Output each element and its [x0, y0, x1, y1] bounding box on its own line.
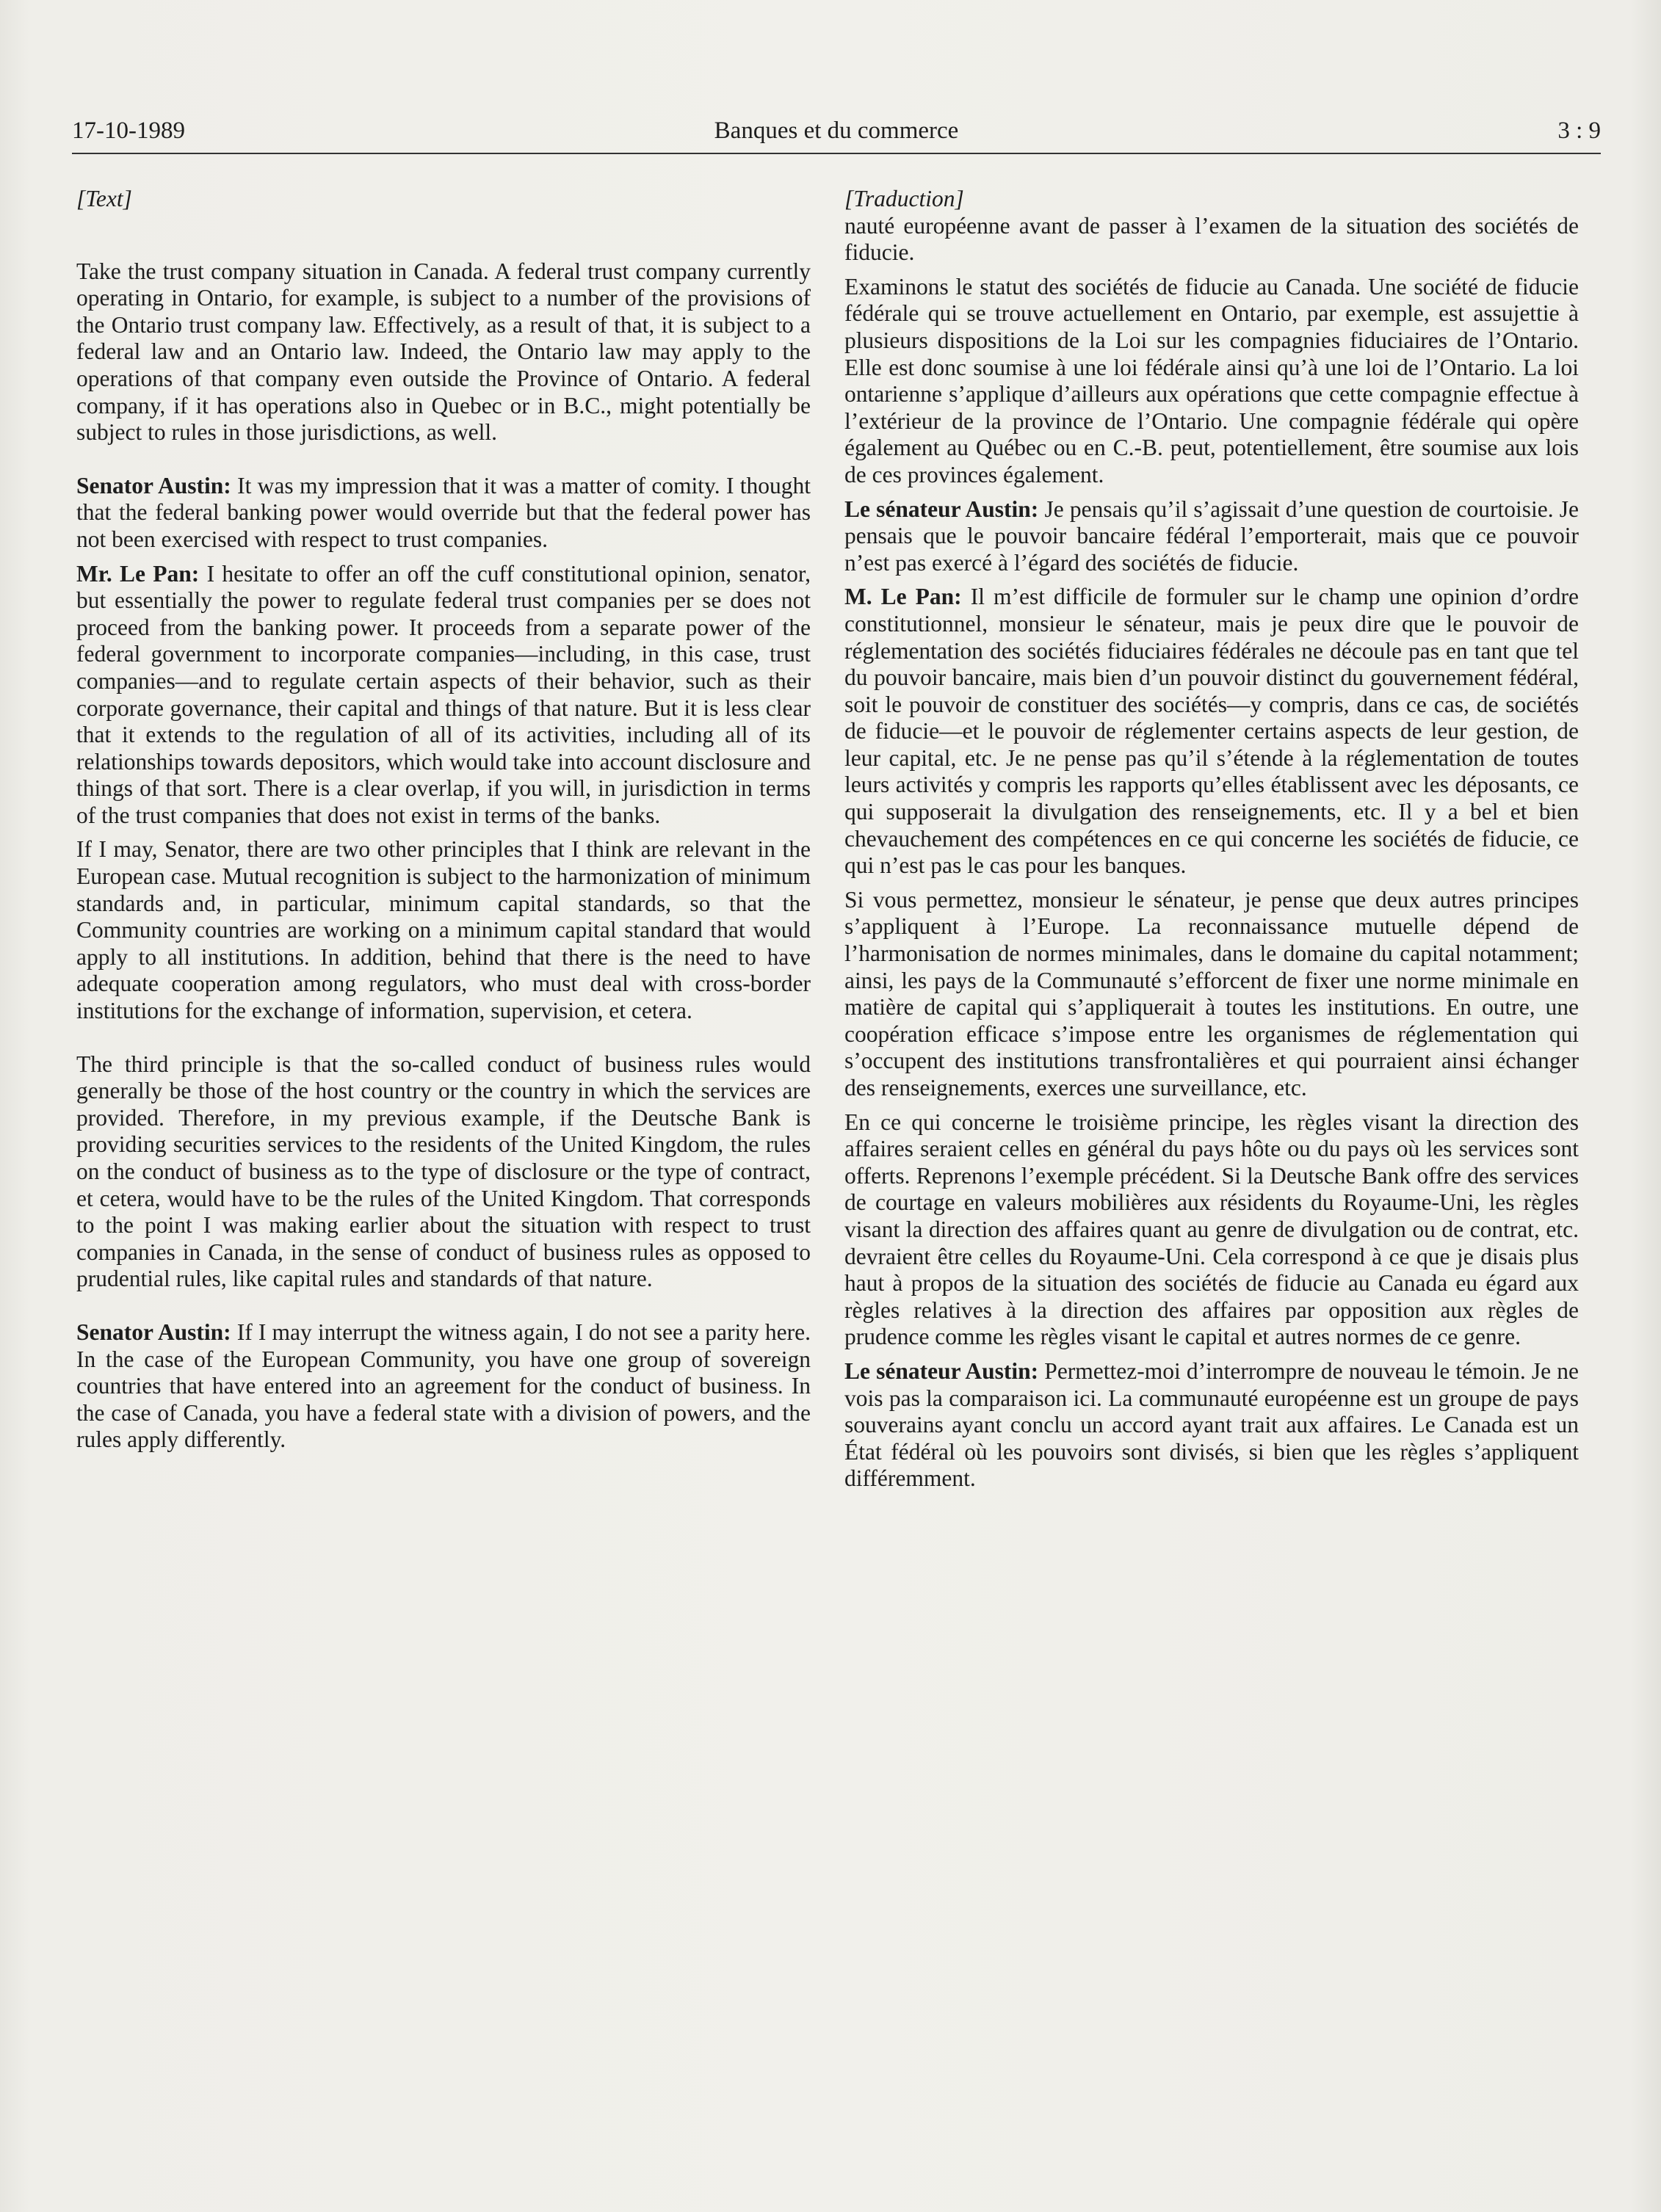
paragraph [844, 1358, 1579, 1493]
paragraph-text: Take the trust company situation in Canada. A federal trust company currently operating in Ontario, for example, is subject to a number of the provisions of the Ontario trust company law. Effectively, as a result of that, it is subject to a federal law and an Ontario law. Indeed, the Ontario law may apply to the operations of that company even outside the Province of Ontario. A federal company, if it has operations also in Quebec or in B.C., might potentially be subject to rules in those jurisdictions, as well. [76, 258, 811, 446]
paragraph [844, 213, 1579, 266]
speaker-name: Senator Austin: [76, 1319, 231, 1345]
paragraph [76, 561, 811, 830]
header-rule [72, 153, 1601, 154]
speaker-name: Le sénateur Austin: [844, 496, 1039, 522]
paragraph [844, 1109, 1579, 1351]
paragraph-text: Si vous permettez, monsieur le sénateur, je pense que deux autres principes s’appliquent à l’Europe. La reconnaissance mutuelle dépend de l’harmonisation de normes minimales, dans le domaine du capital notamment; ainsi, les pays de la Communauté s’efforcent de fixer une norme minimale en matière de capital qui s’appliquerait à toutes les institutions. En outre, une coopération efficace s’impose entre les organismes de réglementation qui s’occupent des institutions transfrontalières et qui pourraient ainsi échanger des renseignements, exerces une surveillance, etc. [844, 886, 1579, 1100]
paragraph [844, 584, 1579, 880]
paragraph-text: If I may, Senator, there are two other principles that I think are relevant in the European case. Mutual recognition is subject to the harmonization of minimum standards and, in particular, minimum capital standards, so that the Community countries are working on a minimum capital standard that would apply to all institutions. In addition, behind that there is the need to have adequate cooperation among regulators, who must deal with cross-border institutions for the exchange of information, supervision, et cetera. [76, 836, 811, 1024]
speaker-name: Senator Austin: [76, 472, 231, 498]
paragraph-text: I hesitate to offer an off the cuff constitutional opinion, senator, but essentially the power to regulate federal trust companies per se does not proceed from the banking power. It proceeds from a separate power of the federal government to incorporate companies—including, in this case, trust companies—and to regulate certain aspects of their behavior, such as their corporate governance, their capital and things of that nature. But it is less clear that it extends to the regulation of all of its activities, including all of its relationships towards depositors, which would take into account disclosure and things of that sort. There is a clear overlap, if you will, in jurisdiction in terms of the trust companies that does not exist in terms of the banks. [76, 560, 811, 828]
speaker-name: M. Le Pan: [844, 584, 962, 610]
translation-tag: [Traduction] [844, 186, 964, 211]
paragraph [76, 1319, 811, 1454]
paragraph [76, 473, 811, 554]
paragraph-text: En ce qui concerne le troisième principe, les règles visant la direction des affaires seraient celles en général du pays hôte ou du pays où les services sont offerts. Reprenons l’exemple précédent. Si la Deutsche Bank offre des services de courtage en valeurs mobilières aux résidents du Royaume-Uni, les règles visant la direction des affaires quant au genre de divulgation ou de contrat, etc. devraient être celles du Royaume-Uni. Cela correspond à ce que je disais plus haut à propos de la situation des sociétés de fiducie au Canada eu égard aux règles relatives à la direction des affaires par opposition aux règles de prudence comme les règles visant le capital et autres normes de ce genre. [844, 1109, 1579, 1350]
english-column [76, 186, 811, 1454]
paragraph [844, 887, 1579, 1102]
paragraph-text: It was my impression that it was a matter of comity. I thought that the federal banking power would override but that the federal power has not been exercised with respect to trust companies. [76, 472, 811, 552]
paragraph-text: The third principle is that the so-called conduct of business rules would generally be those of the host country or the country in which the services are provided. Therefore, in my previous example, if the Deutsche Bank is providing securities services to the residents of the United Kingdom, the rules on the conduct of business as to the type of disclosure or the type of contract, et cetera, would have to be the rules of the United Kingdom. That corresponds to the point I was making earlier about the situation with respect to trust companies in Canada, in the sense of conduct of business rules as opposed to prudential rules, like capital rules and standards of that nature. [76, 1051, 811, 1292]
paragraph-text: Examinons le statut des sociétés de fiducie au Canada. Une société de fiducie fédérale qui se trouve actuellement en Ontario, par exemple, est assujettie à plusieurs dispositions de la Loi sur les compagnies fiduciaires de l’Ontario. Elle est donc soumise à une loi fédérale ainsi qu’à une loi de l’Ontario. La loi ontarienne s’applique d’ailleurs aux opérations que cette compagnie effectue à l’extérieur de la province de l’Ontario. Une compagnie fédérale qui opère également au Québec ou en C.-B. peut, potentiellement, être soumise aux lois de ces provinces également. [844, 273, 1579, 487]
header-page-number: 3 : 9 [1557, 117, 1601, 144]
speaker-name: Mr. Le Pan: [76, 560, 200, 587]
paragraph-text: Je pensais qu’il s’agissait d’une question de courtoisie. Je pensais que le pouvoir bancaire fédéral l’emporterait, mais que ce pouvoir n’est pas exercé à l’égard des sociétés de fiducie. [844, 496, 1579, 576]
text-tag: [Text] [76, 186, 132, 211]
paragraph [844, 274, 1579, 489]
paragraph-text: Permettez-moi d’interrompre de nouveau le témoin. Je ne vois pas la comparaison ici. La communauté européenne est un groupe de pays souverains ayant conclu un accord ayant trait aux affaires. Le Canada est un État fédéral où les pouvoirs sont divisés, si bien que les règles s’appliquent différemment. [844, 1357, 1579, 1492]
paragraph [76, 258, 811, 446]
paragraph [76, 1051, 811, 1293]
paragraph-text: If I may interrupt the witness again, I do not see a parity here. In the case of the European Community, you have one group of sovereign countries that have entered into an agreement for the conduct of business. In the case of Canada, you have a federal state with a division of powers, and the rules apply differently. [76, 1319, 811, 1453]
paragraph [76, 836, 811, 1024]
running-header [72, 117, 1601, 154]
header-date: 17-10-1989 [72, 117, 185, 144]
paragraph-text: Il m’est difficile de formuler sur le champ une opinion d’ordre constitutionnel, monsieur le sénateur, mais je peux dire que le pouvoir de réglementation des sociétés fiduciaires fédérales ne découle pas en tant que tel du pouvoir bancaire, mais bien d’un pouvoir distinct du gouvernement fédéral, soit le pouvoir de constituer des sociétés—y compris, dans ce cas, de sociétés de fiducie—et le pouvoir de réglementer certains aspects de leur gestion, de leur capital, etc. Je ne pense pas qu’il s’étende à la réglementation de toutes leurs activités y compris les rapports qu’elles établissent avec les déposants, ce qui supposerait la divulgation des renseignements, etc. Il y a bel et bien chevauchement des compétences en ce qui concerne les sociétés de fiducie, ce qui n’est pas le cas pour les banques. [844, 584, 1579, 879]
french-column [844, 186, 1579, 1493]
paragraph [844, 496, 1579, 577]
header-title: Banques et du commerce [714, 117, 959, 144]
paragraph-text: nauté européenne avant de passer à l’examen de la situation des sociétés de fiducie. [844, 212, 1579, 266]
speaker-name: Le sénateur Austin: [844, 1357, 1039, 1384]
